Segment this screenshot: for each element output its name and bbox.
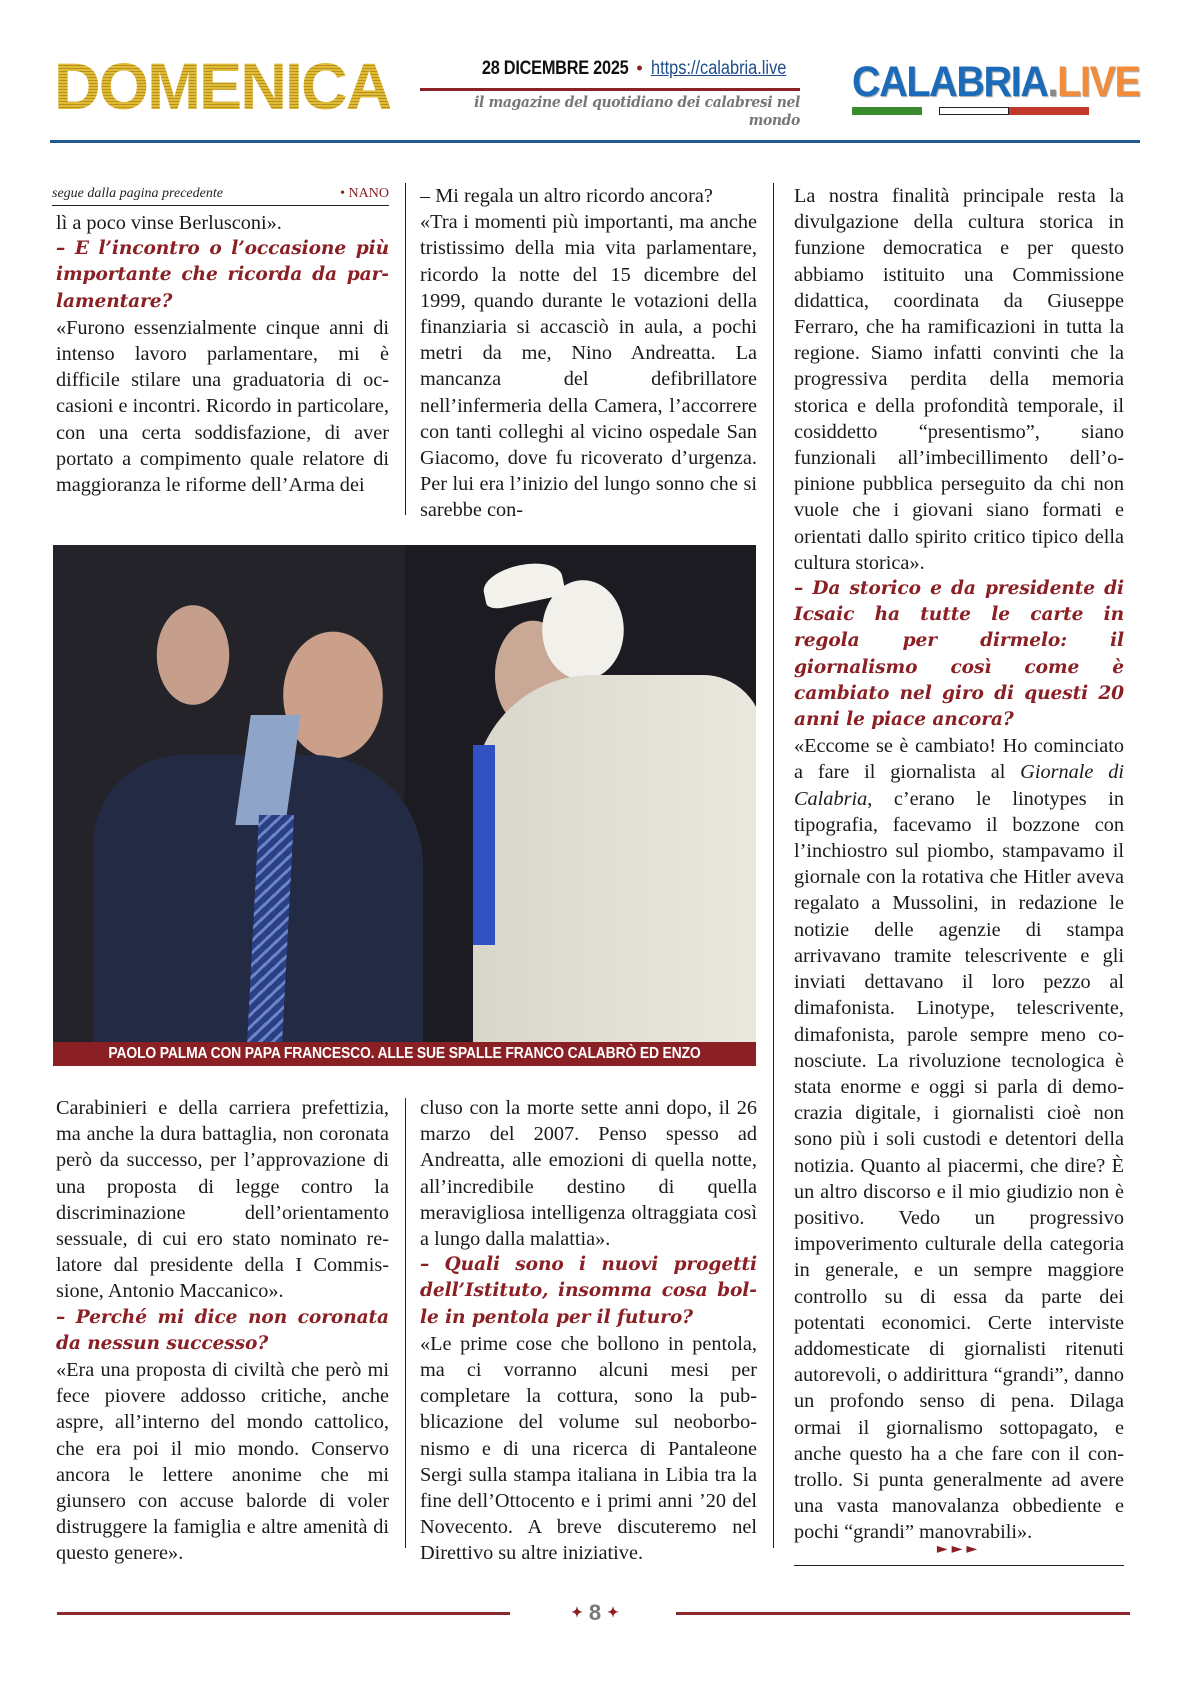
page-number-block [560, 1600, 630, 1626]
continue-marker: ►►► [794, 1541, 1124, 1566]
issue-date: 28 DICEMBRE 2025 [481, 58, 629, 79]
logo-text-live: LIVE [1057, 58, 1140, 106]
footer-rule-right [676, 1612, 1130, 1615]
site-link[interactable]: https://calabria.live [650, 58, 786, 79]
tagline: il magazine del quotidiano dei calabresi nel mondo [474, 93, 800, 129]
calabria-live-logo [852, 58, 1140, 120]
newspaper-title: Giornale di Calabria [794, 761, 1125, 810]
column-divider [405, 183, 406, 515]
photo-pope-francis [53, 545, 756, 1042]
star-ornament-icon: ✦ [607, 1604, 619, 1620]
interview-question: – Perché mi dice non coronata da nessun successo? [56, 1306, 389, 1354]
header-rule [50, 140, 1140, 143]
body-text: «Eccome se è cambiato! Ho cominciato a fare il giornalista al Giornale di Calabria, c’erano le linotypes in tipografia, facevamo il bozzone con l’inchiostro sul piombo, stampavamo il giornale con la rotativa che Hitler aveva regalato a Mussolini, in redazione le notizie delle agenzie di stampa arrivavano tramite telescrivente e gli inviati dettavano il loro pezzo al dimafonista. Linotype, telescrivente, dimafonista, parole sempre meno conosciute. La rivoluzione tecnologica è stata enorme e oggi si parla di democrazia digitale, i giornalisti cioè non sono più i soli custodi e detentori della notizia. Quanto al piacermi, che dire? È un altro discorso e il mio giudizio non è positivo. Vedo un progressivo impoverimento culturale della categoria in generale, e un sempre maggiore controllo su di essa da parte dei potentati economici. Certe interviste addomesticate di giornalisti ritenuti autorevoli, o addirittura “grandi”, danno un profondo senso di pena. Dilaga ormai il giornalismo sottopagato, e anche questo ha a che fare con il controllo. Si punta generalmente ad avere una vasta manovalanza obbediente e pochi “grandi” manovrabili». [794, 735, 1125, 1544]
star-ornament-icon: ✦ [571, 1604, 583, 1620]
logo-dot: . [1047, 58, 1058, 106]
header-info [420, 58, 800, 129]
magazine-title: DOMENICA [54, 49, 391, 123]
footer-rule-left [57, 1612, 510, 1615]
interview-question: – E l’incontro o l’occasione più importante che ricorda da parlamentare? [56, 238, 389, 312]
bullet-icon: • [636, 58, 643, 78]
column-divider [405, 1098, 406, 1548]
article-column-3 [794, 183, 1124, 1546]
body-text: Carabinieri e della carriera prefettizia, ma anche la dura battaglia, non coronata però da successo, per l’approvazione di una proposta di legge contro la discriminazione dell’orientamento sessuale, di cui ero stato nominato relatore dal presidente della I Commissione, Antonio Maccanico». [56, 1097, 389, 1303]
interview-question: – Da storico e da presidente di Icsaic ha tutte le carte in regola per dirmelo: il giornalismo così come è cambiato nel giro di questi 20 anni le piace ancora? [794, 578, 1124, 731]
masthead [0, 0, 1191, 150]
logo-text-calabria: CALABRIA [852, 58, 1048, 106]
article-column-1-top [56, 210, 389, 498]
page-number: 8 [588, 1600, 602, 1625]
body-text: «Le prime cose che bollono in pentola, ma ci vorranno alcuni mesi per completare la cottura, sono la pubblicazione del volume sul neoborbonismo e di una ricerca di Pantaleone Sergi sulla stampa italiana in Libia tra la fine dell’Ottocento e i primi anni ’20 del Novecento. A breve discuteremo nel Direttivo su altre iniziative. [420, 1332, 757, 1565]
continuation-line [52, 183, 389, 206]
page-footer [0, 1602, 1191, 1626]
column-divider [773, 515, 774, 1548]
body-text: lì a poco vinse Berlusconi». [56, 212, 282, 234]
column-divider [773, 183, 774, 515]
body-text: «Era una proposta di civiltà che però mi fece piovere addosso critiche, anche aspre, all’interno del mondo cattolico, che era poi il mio mondo. Conservo ancora le lettere anonime che mi giunsero con accuse balorde di voler distruggere la famiglia e altre amenità di questo genere». [56, 1359, 389, 1565]
header-divider [420, 88, 800, 91]
italian-flag-bars [852, 107, 1092, 115]
section-label: • NANO [340, 186, 389, 201]
photo-figure-pope [473, 675, 756, 1042]
body-text: «Furono essenzialmente cinque anni di intenso lavoro parlamentare, mi è difficile stilare una graduatoria di occasioni e incontri. Ricordo in particolare, con una certa soddisfazione, di aver portato a compimento quale relatore di maggioranza le riforme dell’Arma dei [56, 316, 389, 497]
interview-question: – Mi regala un altro ricordo ancora? [420, 185, 713, 207]
body-text: La nostra finalità principale resta la divulgazione della cultura storica in funzione democratica e per questo abbiamo istituito una Commissione didattica, coordinata da Giuseppe Ferraro, che ha ramificazioni in tutta la regione. Siamo infatti convinti che la progressiva perdita della memoria storica e della profondità temporale, il cosiddetto “presentismo”, siano funzionali all’imbecillimento dell’opinione pubblica perseguito da chi non vuole che i giovani siano formati e orientati dallo spirito critico tipico della cultura storica». [794, 185, 1124, 574]
article-column-1-bottom [56, 1095, 389, 1567]
interview-question: – Quali sono i nuovi progetti dell’Istituto, insomma cosa bolle in pentola per il futuro? [420, 1254, 757, 1328]
body-text: cluso con la morte sette anni dopo, il 26 marzo del 2007. Penso spesso ad Andreatta, alle emozioni di quella notte, all’incredibile destino di quella meravigliosa intelligenza oltraggiata così a lungo dalla malattia». [420, 1097, 757, 1251]
photo-caption: PAOLO PALMA CON PAPA FRANCESCO. ALLE SUE SPALLE FRANCO CALABRÒ ED ENZO IACOPINO [53, 1042, 756, 1066]
article-column-2-bottom [420, 1095, 757, 1567]
continuation-label: segue dalla pagina precedente [52, 186, 223, 201]
article-column-2-top [420, 183, 757, 524]
body-text: «Tra i momenti più importanti, ma anche tristissimo della mia vita parlamentare, ricordo la notte del 15 dicembre del 1999, quando durante le votazioni della finanziaria si accasciò in aula, a pochi metri da me, Nino Andreatta. La mancanza del defibrillatore nell’infermeria della Camera, l’accorrere con tanti colleghi al vicino ospedale San Giacomo, dove fu ricoverato d’urgenza. Per lui era l’inizio del lungo sonno che si sarebbe con- [420, 211, 757, 522]
